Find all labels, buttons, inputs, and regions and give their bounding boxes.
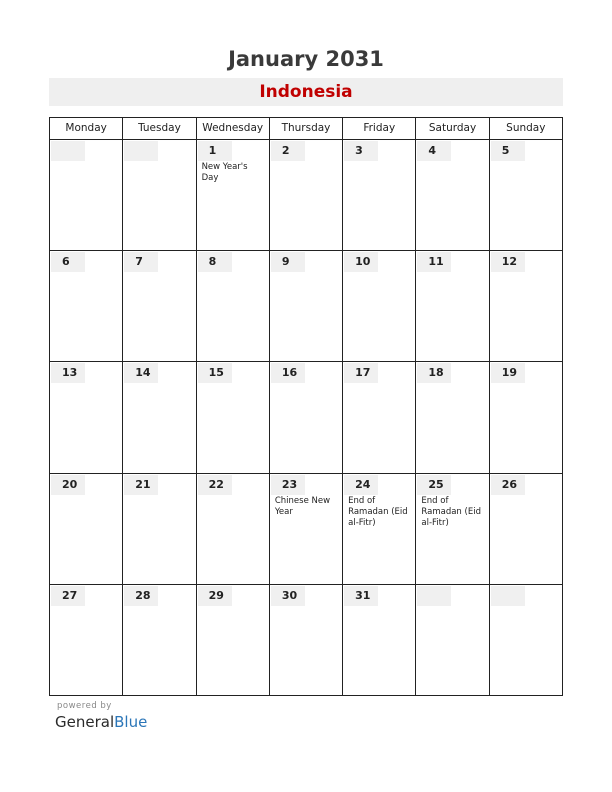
weekday-header-wednesday: Wednesday (196, 118, 269, 139)
weekday-header-row (50, 118, 562, 140)
day-number: 31 (344, 586, 378, 606)
day-cell (196, 362, 269, 472)
day-cell (50, 251, 122, 361)
day-cell (269, 585, 342, 696)
day-number: 27 (51, 586, 85, 606)
holiday-label: New Year's Day (201, 162, 248, 183)
day-number: 20 (51, 475, 85, 495)
day-number (51, 141, 85, 161)
day-number: 29 (198, 586, 232, 606)
day-number: 1 (198, 141, 232, 161)
holiday-label: End of Ramadan (Eid al-Fitr) (348, 495, 408, 528)
day-cell (122, 585, 195, 696)
weekday-header-friday: Friday (342, 118, 415, 139)
day-cell (122, 362, 195, 472)
day-cell (196, 251, 269, 361)
day-cell (415, 362, 488, 472)
day-cell (489, 474, 562, 584)
day-cell (489, 251, 562, 361)
day-number: 8 (198, 252, 232, 272)
day-cell (50, 585, 122, 696)
day-number: 19 (491, 363, 525, 383)
day-cell (196, 585, 269, 696)
day-cell (415, 140, 488, 250)
day-number: 9 (271, 252, 305, 272)
day-cell (50, 474, 122, 584)
day-cell (122, 140, 195, 250)
brand-general-text: General (55, 713, 115, 731)
day-number: 22 (198, 475, 232, 495)
weekday-header-tuesday: Tuesday (122, 118, 195, 139)
week-row (50, 140, 562, 251)
day-number: 5 (491, 141, 525, 161)
day-number: 6 (51, 252, 85, 272)
day-cell (489, 362, 562, 472)
day-cell (50, 140, 122, 250)
day-number (417, 586, 451, 606)
day-cell (269, 362, 342, 472)
day-cell (342, 362, 415, 472)
day-number: 24 (344, 475, 378, 495)
day-number: 17 (344, 363, 378, 383)
day-number: 13 (51, 363, 85, 383)
brand-logo (55, 713, 147, 731)
day-number: 10 (344, 252, 378, 272)
holiday-label: Chinese New Year (274, 495, 331, 517)
weekday-header-sunday: Sunday (489, 118, 562, 139)
calendar-grid (49, 117, 563, 696)
day-cell (415, 474, 488, 584)
day-number (124, 141, 158, 161)
week-row (50, 251, 562, 362)
day-number: 26 (491, 475, 525, 495)
day-number: 3 (344, 141, 378, 161)
day-number: 7 (124, 252, 158, 272)
day-cell (342, 585, 415, 696)
day-cell (342, 140, 415, 250)
day-cell (122, 474, 195, 584)
day-cell (122, 251, 195, 361)
weekday-header-monday: Monday (65, 122, 107, 134)
day-number: 11 (417, 252, 451, 272)
country-banner: Indonesia (49, 78, 563, 106)
day-number: 21 (124, 475, 158, 495)
day-number: 4 (417, 141, 451, 161)
day-cell (415, 251, 488, 361)
day-number: 16 (271, 363, 305, 383)
day-number: 14 (124, 363, 158, 383)
day-number: 12 (491, 252, 525, 272)
day-number: 28 (124, 586, 158, 606)
powered-by-label: powered by (57, 701, 112, 711)
day-number: 30 (271, 586, 305, 606)
weekday-header-saturday: Saturday (415, 118, 488, 139)
day-cell (415, 585, 488, 696)
brand-blue-text: Blue (114, 713, 148, 731)
day-cell (196, 474, 269, 584)
day-cell (489, 140, 562, 250)
week-row (50, 474, 562, 585)
day-number: 2 (271, 141, 305, 161)
day-cell (342, 474, 415, 584)
day-cell (196, 140, 269, 250)
day-cell (269, 474, 342, 584)
day-number: 15 (198, 363, 232, 383)
day-cell (489, 585, 562, 696)
week-row (50, 362, 562, 473)
day-number (491, 586, 525, 606)
weekday-header-thursday: Thursday (269, 118, 342, 139)
day-number: 18 (417, 363, 451, 383)
day-cell (50, 362, 122, 472)
page-title: January 2031 (228, 47, 384, 71)
day-number: 23 (271, 475, 305, 495)
day-number: 25 (417, 475, 451, 495)
week-row (50, 585, 562, 696)
weeks-container (50, 140, 562, 696)
day-cell (269, 251, 342, 361)
day-cell (342, 251, 415, 361)
holiday-label: End of Ramadan (Eid al-Fitr) (421, 495, 481, 528)
day-cell (269, 140, 342, 250)
